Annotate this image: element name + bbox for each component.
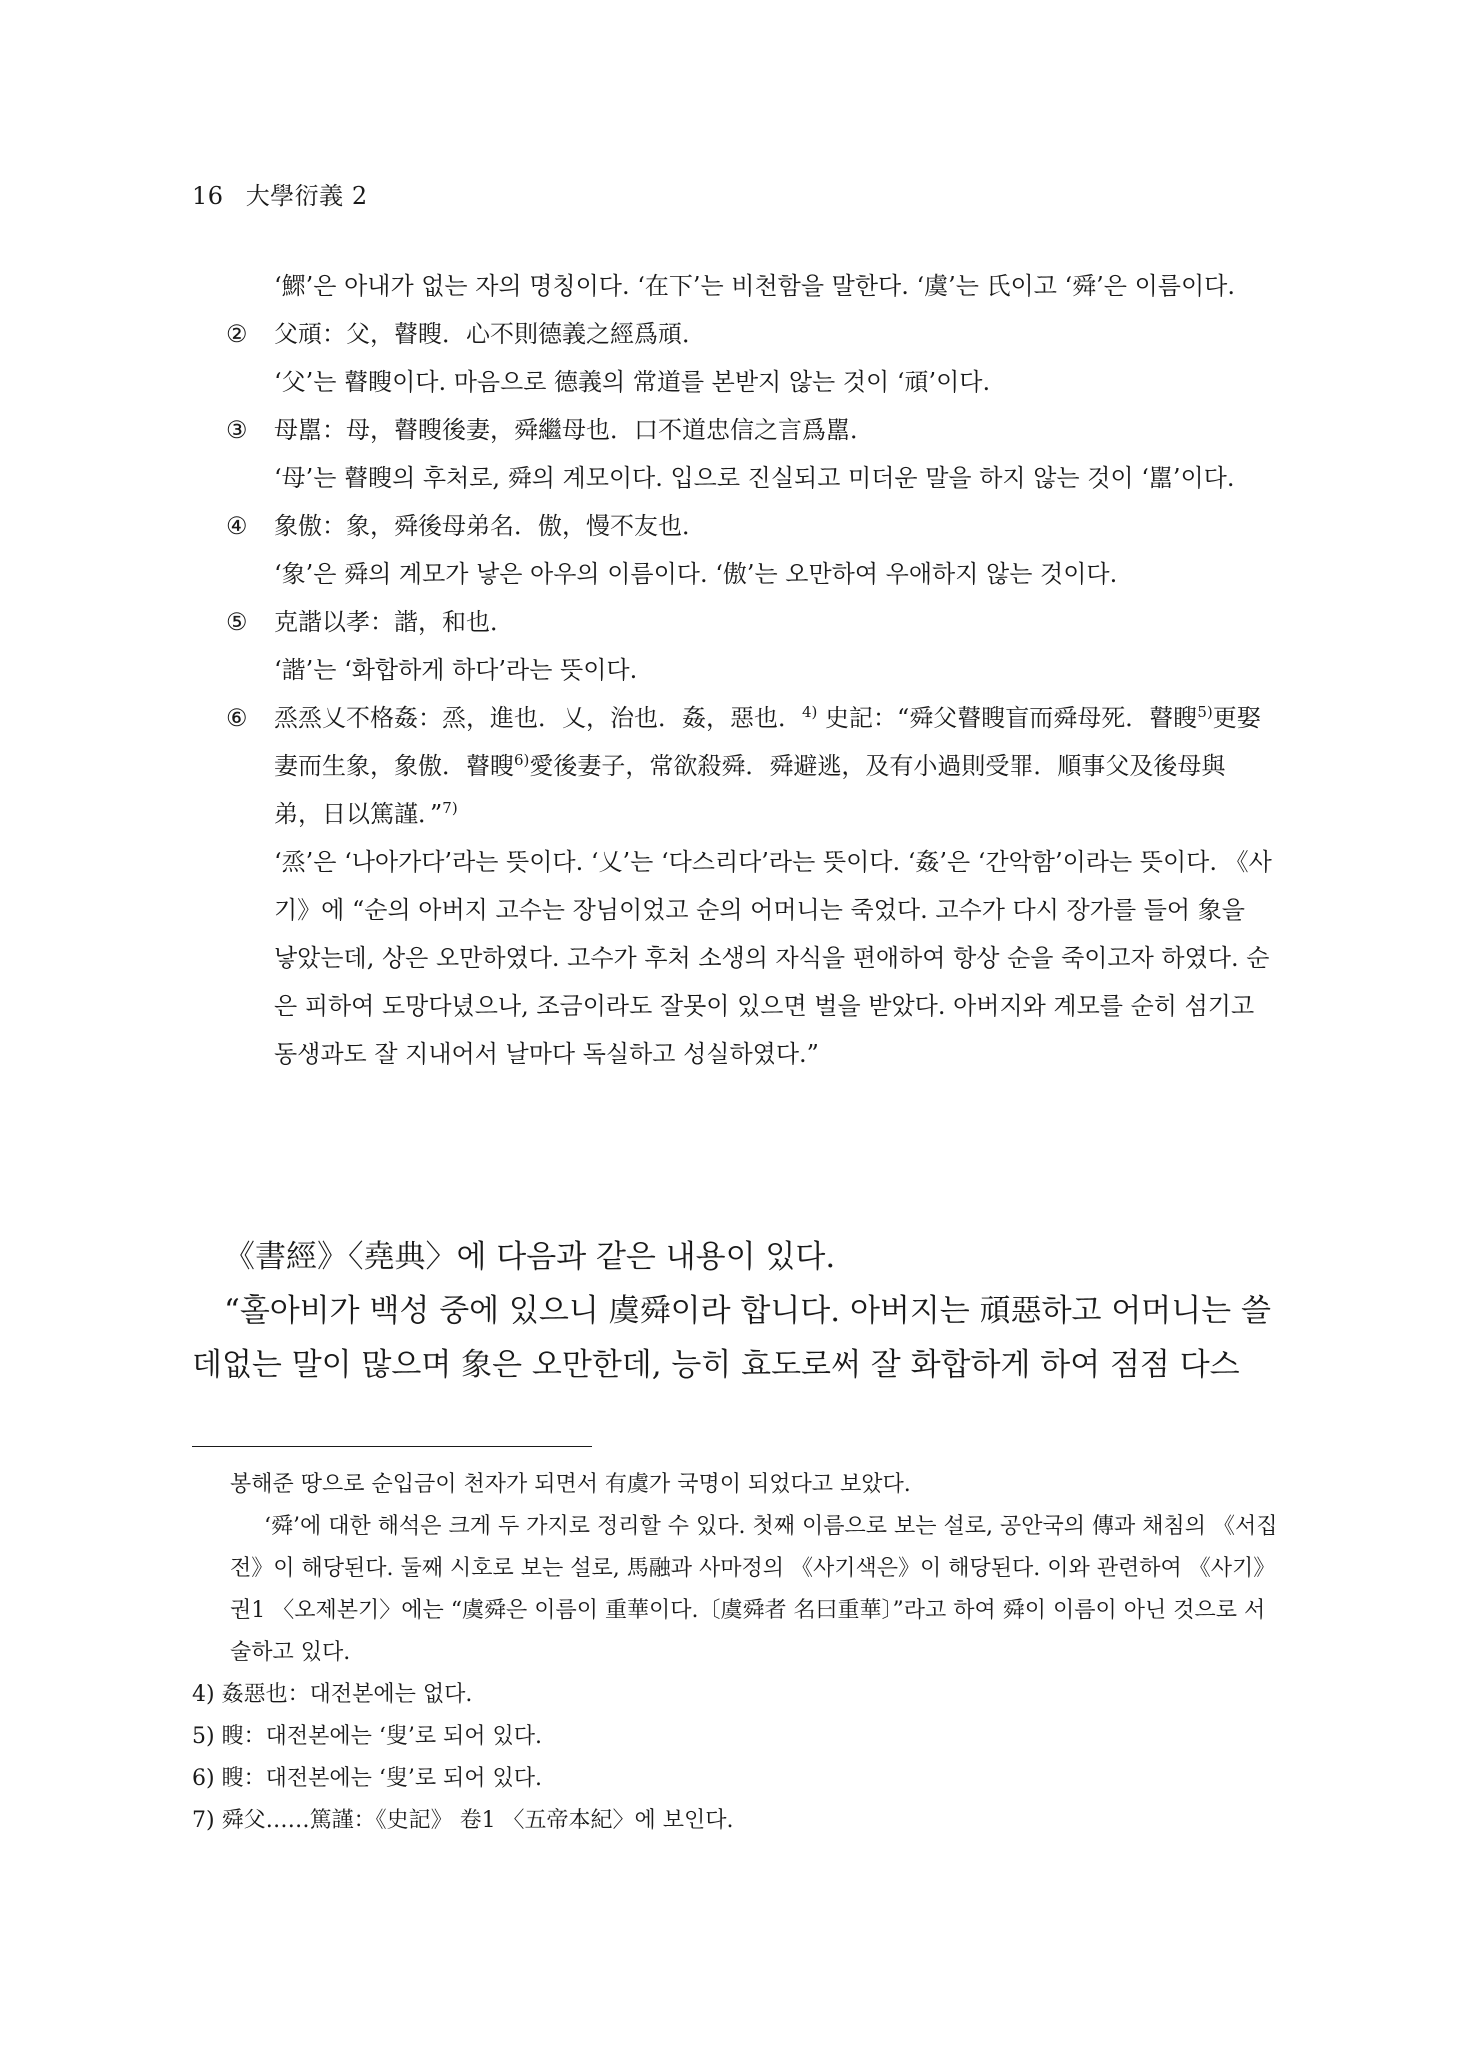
annotation-item-4 [192, 502, 1272, 598]
footnotes [192, 1464, 1282, 1842]
footnote-continuation: 봉해준 땅으로 순입금이 천자가 되면서 有虞가 국명이 되었다고 보았다. [230, 1472, 911, 1497]
annotation-translation: ‘父’는 瞽瞍이다. 마음으로 德義의 常道를 본받지 않는 것이 ‘頑’이다. [274, 368, 991, 396]
footnote-ref[interactable]: 4) [802, 703, 818, 721]
page-number: 16 [192, 182, 224, 210]
main-text [192, 1230, 1282, 1392]
annotation-source [274, 694, 1272, 838]
annotation-item-5 [192, 598, 1272, 694]
source-text: 更娶妻而生象，象傲．瞽瞍 [274, 704, 1261, 780]
source-text: 愛後妻子，常欲殺舜．舜避逃，及有小過則受罪．順事父及後母與弟，日以篤謹．” [274, 752, 1226, 828]
annotation-source: 母嚚：母，瞽瞍後妻，舜繼母也．口不道忠信之言爲嚚． [274, 416, 874, 444]
running-header [192, 176, 368, 211]
annotation-item-6 [192, 694, 1272, 1078]
footnote-5: 5) 瞍：대전본에는 ‘叟’로 되어 있다. [192, 1724, 543, 1749]
footnote-divider [192, 1446, 592, 1447]
annotation-item-2 [192, 310, 1272, 406]
footnote-ref[interactable]: 7) [442, 799, 458, 817]
book-title: 大學衍義 2 [245, 182, 368, 210]
annotation-source: 克諧以孝：諧，和也． [274, 608, 514, 636]
footnote-6: 6) 瞍：대전본에는 ‘叟’로 되어 있다. [192, 1766, 543, 1791]
annotation-translation: ‘烝’은 ‘나아가다’라는 뜻이다. ‘乂’는 ‘다스리다’라는 뜻이다. ‘姦’은 ‘간악함’이라는 뜻이다. 《사기》에 “순의 아버지 고수는 장님이었고 순의 어머니는 죽었다. 고수가 다시 장가를 들어 象을 낳았는데, 상은 오만하였다. 고수가 후처 소생의 자식을 편애하여 항상 순을 죽이고자 하였다. 순은 피하여 도망다녔으나, 조금이라도 잘못이 있으면 벌을 받았다. 아버지와 계모를 순히 섬기고 동생과도 잘 지내어서 날마다 독실하고 성실하였다.” [274, 848, 1272, 1068]
annotation-intro: ‘鰥’은 아내가 없는 자의 명칭이다. ‘在下’는 비천함을 말한다. ‘虞’는 氏이고 ‘舜’은 이름이다. [274, 272, 1235, 300]
circled-number: ⑥ [226, 704, 248, 732]
annotation-source: 父頑：父，瞽瞍．心不則德義之經爲頑． [274, 320, 706, 348]
annotation-translation: ‘諧’는 ‘화합하게 하다’라는 뜻이다. [274, 656, 638, 684]
footnote-ref[interactable]: 5) [1197, 703, 1213, 721]
footnote-4: 4) 姦惡也：대전본에는 없다. [192, 1682, 473, 1707]
annotation-source: 象傲：象，舜後母弟名．傲，慢不友也． [274, 512, 706, 540]
annotation-translation: ‘象’은 舜의 계모가 낳은 아우의 이름이다. ‘傲’는 오만하여 우애하지 않는 것이다. [274, 560, 1118, 588]
footnote-continuation: ‘舜’에 대한 해석은 크게 두 가지로 정리할 수 있다. 첫째 이름으로 보는 설로, 공안국의 傳과 채침의 《서집전》이 해당된다. 둘째 시호로 보는 설로, 馬融과 사마정의 《사기색은》이 해당된다. 이와 관련하여 《사기》 권1 〈오제본기〉에는 “虞舜은 이름이 重華이다.〔虞舜者 名曰重華〕”라고 하여 舜이 이름이 아닌 것으로 서술하고 있다. [230, 1514, 1278, 1665]
circled-number: ② [226, 320, 248, 348]
source-text: 烝烝乂不格姦：烝，進也．乂，治也．姦，惡也． [274, 704, 802, 732]
source-text: 史記：“舜父瞽瞍盲而舜母死．瞽瞍 [817, 704, 1198, 732]
footnote-ref[interactable]: 6) [514, 751, 530, 769]
annotation-section [192, 262, 1272, 1078]
main-text-quote: “홀아비가 백성 중에 있으니 虞舜이라 합니다. 아버지는 頑惡하고 어머니는 쓸데없는 말이 많으며 象은 오만한데, 능히 효도로써 잘 화합하게 하여 점점 다스 [192, 1293, 1271, 1383]
circled-number: ⑤ [226, 608, 248, 636]
annotation-translation: ‘母’는 瞽瞍의 후처로, 舜의 계모이다. 입으로 진실되고 미더운 말을 하지 않는 것이 ‘嚚’이다. [274, 464, 1235, 492]
annotation-item-3 [192, 406, 1272, 502]
footnote-7: 7) 舜父……篤謹：《史記》 卷1 〈五帝本紀〉에 보인다. [192, 1808, 734, 1833]
circled-number: ③ [226, 416, 248, 444]
main-text-line: 《書經》〈堯典〉에 다음과 같은 내용이 있다. [224, 1239, 836, 1275]
circled-number: ④ [226, 512, 248, 540]
